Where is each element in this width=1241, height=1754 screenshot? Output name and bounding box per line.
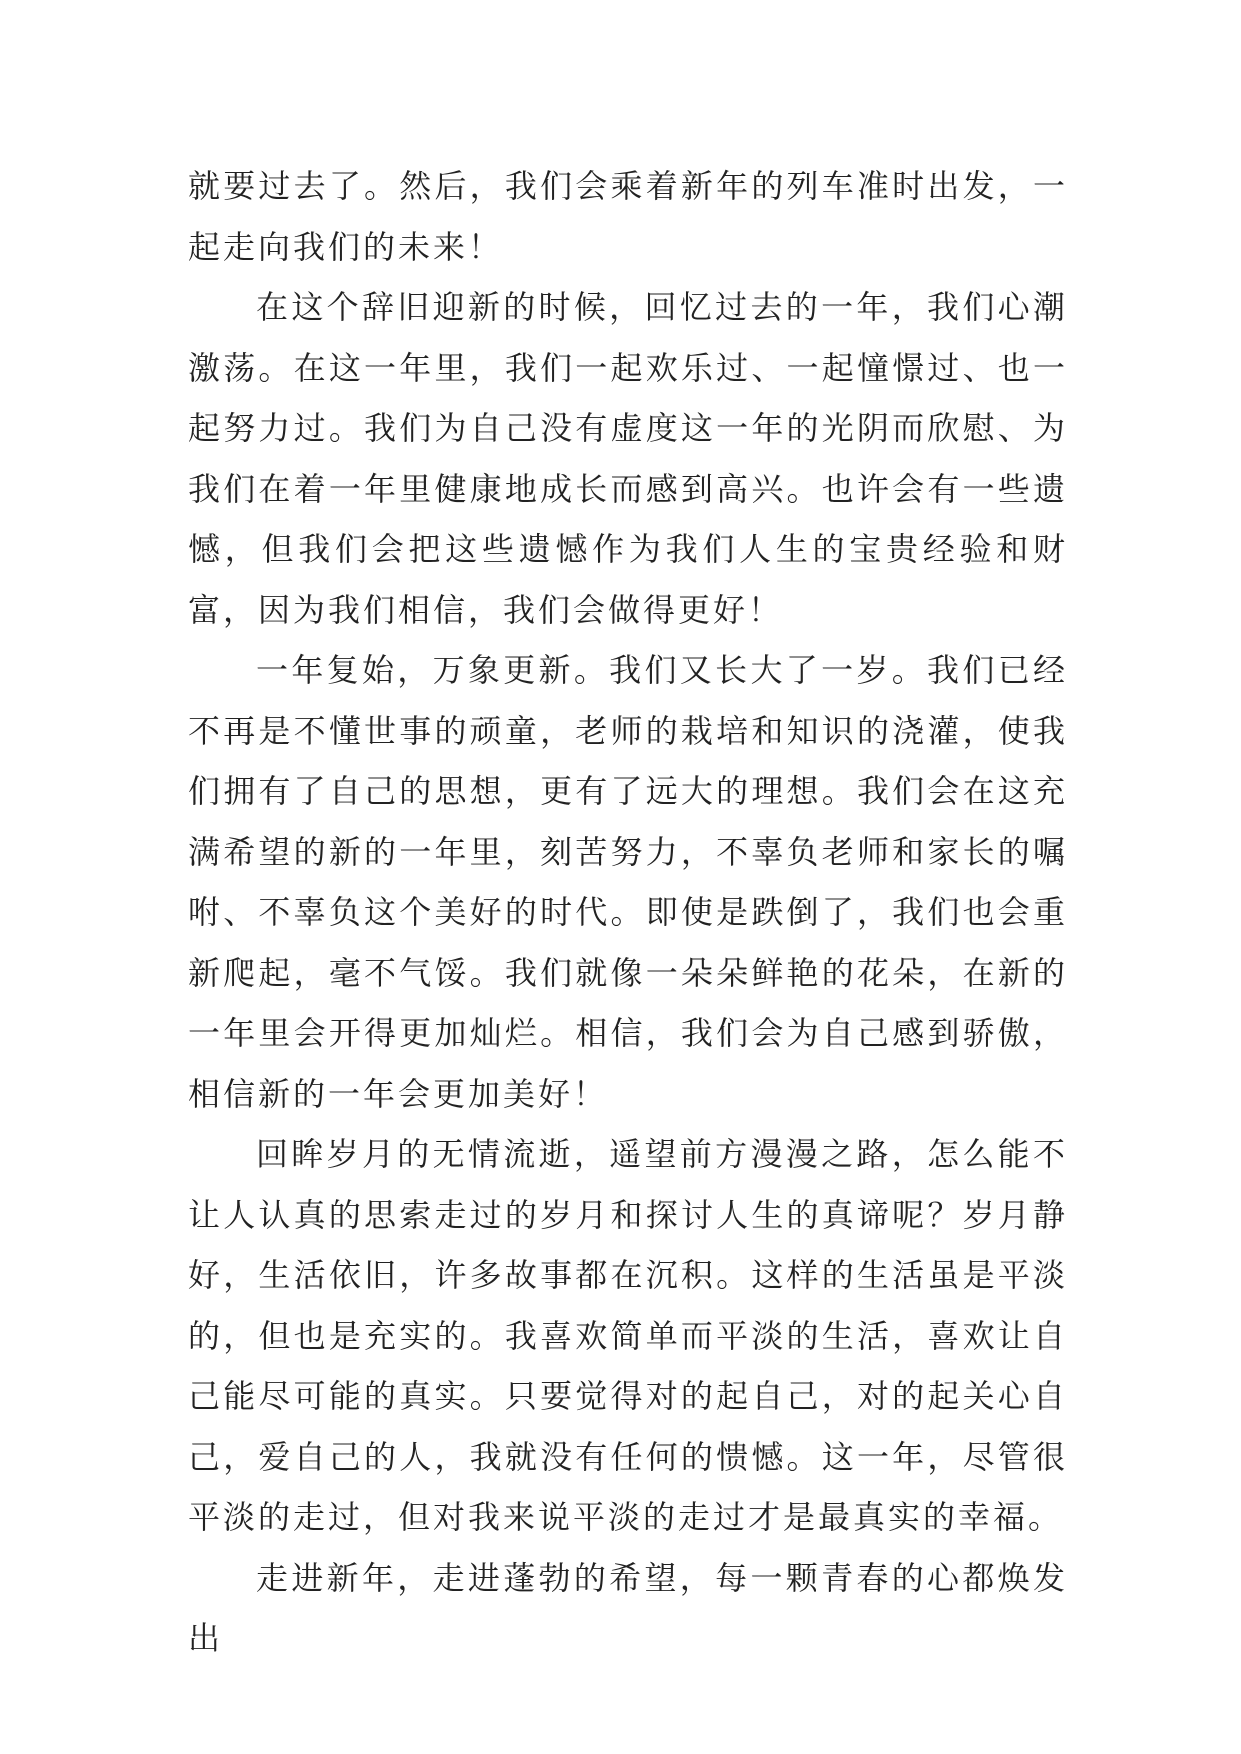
paragraph-4: 回眸岁月的无情流逝，遥望前方漫漫之路，怎么能不让人认真的思索走过的岁月和探讨人生的真谛呢？岁月静好，生活依旧，许多故事都在沉积。这样的生活虽是平淡的，但也是充实的。我喜欢简单而平淡的生活，喜欢让自己能尽可能的真实。只要觉得对的起自己，对的起关心自己，爱自己的人，我就没有任何的愦憾。这一年，尽管很平淡的走过，但对我来说平淡的走过才是最真实的幸福。 bbox=[188, 1135, 1068, 1536]
paragraph-5: 走进新年，走进蓬勃的希望，每一颗青春的心都焕发出 bbox=[188, 1558, 1068, 1657]
document-body bbox=[188, 156, 1068, 1669]
paragraph-3: 一年复始，万象更新。我们又长大了一岁。我们已经不再是不懂世事的顽童，老师的栽培和知识的浇灌，使我们拥有了自己的思想，更有了远大的理想。我们会在这充满希望的新的一年里，刻苦努力，不辜负老师和家长的嘱咐、不辜负这个美好的时代。即使是跌倒了，我们也会重新爬起，毫不气馁。我们就像一朵朵鲜艳的花朵，在新的一年里会开得更加灿烂。相信，我们会为自己感到骄傲，相信新的一年会更加美好！ bbox=[188, 651, 1068, 1113]
paragraph-2: 在这个辞旧迎新的时候，回忆过去的一年，我们心潮激荡。在这一年里，我们一起欢乐过、一起憧憬过、也一起努力过。我们为自己没有虚度这一年的光阴而欣慰、为我们在着一年里健康地成长而感到高兴。也许会有一些遗憾，但我们会把这些遗憾作为我们人生的宝贵经验和财富，因为我们相信，我们会做得更好！ bbox=[188, 288, 1068, 629]
paragraph-1: 就要过去了。然后，我们会乘着新年的列车准时出发，一起走向我们的未来！ bbox=[188, 167, 1068, 266]
